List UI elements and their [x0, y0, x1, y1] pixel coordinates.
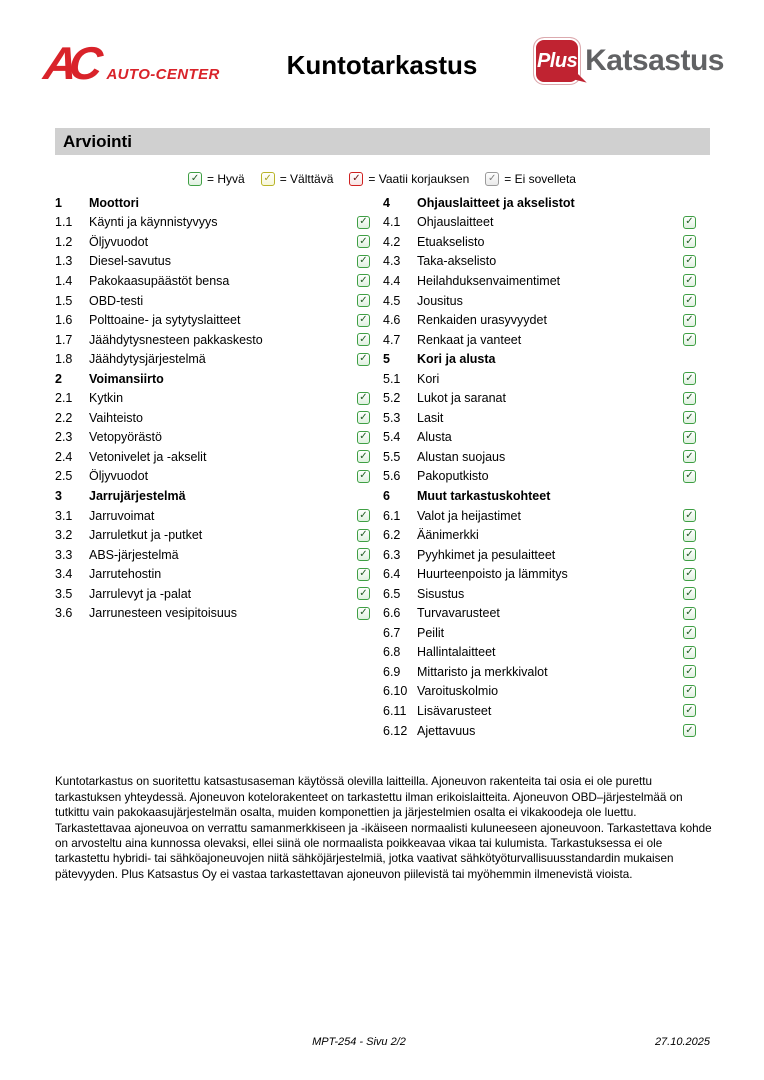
item-label: Pakokaasupäästöt bensa [89, 273, 230, 288]
item-number: 6.9 [383, 664, 401, 679]
status-checkbox-good: ✓ [683, 529, 696, 542]
checklist-row [55, 467, 373, 487]
katsastus-logo-text: Katsastus [585, 44, 724, 77]
checklist-row [383, 388, 710, 408]
item-number: 4.5 [383, 293, 401, 308]
checklist-row [383, 545, 710, 565]
section-header-bar [55, 128, 710, 155]
legend-label: = Ei sovelleta [504, 172, 576, 186]
item-label: Peilit [417, 625, 445, 640]
item-number: 2.3 [55, 430, 73, 445]
item-label: Jäähdytysnesteen pakkaskesto [89, 332, 263, 347]
item-number: 4.3 [383, 254, 401, 269]
item-number: 2.4 [55, 449, 73, 464]
item-label: Renkaat ja vanteet [417, 332, 522, 347]
item-label: Jousitus [417, 293, 463, 308]
item-label: ABS-järjestelmä [89, 547, 179, 562]
item-number: 6.6 [383, 606, 401, 621]
item-label: Pakoputkisto [417, 469, 489, 484]
item-label: Jarrutehostin [89, 567, 162, 582]
checklist-row [55, 252, 373, 272]
section-header-row [55, 369, 373, 389]
item-number: 6.2 [383, 528, 401, 543]
checklist-row [383, 232, 710, 252]
status-checkbox-good: ✓ [357, 314, 370, 327]
checklist-row [383, 291, 710, 311]
checklist-row [55, 564, 373, 584]
item-label: Alustan suojaus [417, 449, 506, 464]
checklist-row [55, 545, 373, 565]
checklist-row [55, 232, 373, 252]
status-checkbox-good: ✓ [683, 411, 696, 424]
auto-center-logo-mark: AC [41, 37, 98, 89]
checklist-row [383, 721, 710, 741]
section-title: Kori ja alusta [417, 352, 496, 367]
item-number: 1.7 [55, 332, 73, 347]
status-checkbox-good: ✓ [357, 411, 370, 424]
item-label: Alusta [417, 430, 452, 445]
item-number: 3.3 [55, 547, 73, 562]
status-checkbox-good: ✓ [683, 665, 696, 678]
item-label: Renkaiden urasyvyydet [417, 313, 547, 328]
item-label: Valot ja heijastimet [417, 508, 521, 523]
item-label: Hallintalaitteet [417, 645, 496, 660]
footer-document-page: MPT-254 - Sivu 2/2 [312, 1036, 406, 1048]
checklist [55, 193, 710, 740]
item-number: 5.5 [383, 449, 401, 464]
checklist-row [383, 408, 710, 428]
status-checkbox-good: ✓ [357, 294, 370, 307]
item-number: 1.6 [55, 313, 73, 328]
status-checkbox-good: ✓ [683, 704, 696, 717]
checklist-row [55, 603, 373, 623]
section-header-row [55, 193, 373, 213]
section-number: 3 [55, 488, 62, 503]
legend-checkbox-good: ✓ [188, 172, 202, 186]
checklist-row [55, 271, 373, 291]
item-number: 3.2 [55, 528, 73, 543]
item-label: Vetopyörästö [89, 430, 162, 445]
status-checkbox-good: ✓ [357, 529, 370, 542]
status-checkbox-good: ✓ [357, 509, 370, 522]
status-checkbox-good: ✓ [357, 548, 370, 561]
item-label: Jarrunesteen vesipitoisuus [89, 606, 237, 621]
item-number: 1.1 [55, 215, 73, 230]
item-number: 2.2 [55, 410, 73, 425]
status-checkbox-good: ✓ [357, 431, 370, 444]
item-number: 4.2 [383, 234, 401, 249]
checklist-column-right [383, 193, 710, 740]
item-number: 6.7 [383, 625, 401, 640]
item-label: Turvavarusteet [417, 606, 500, 621]
item-number: 3.6 [55, 606, 73, 621]
item-label: OBD-testi [89, 293, 144, 308]
section-title: Voimansiirto [89, 371, 164, 386]
status-checkbox-good: ✓ [683, 431, 696, 444]
legend-item [188, 172, 245, 186]
item-label: Taka-akselisto [417, 254, 497, 269]
plus-badge-icon [534, 38, 580, 84]
item-label: Jäähdytysjärjestelmä [89, 352, 206, 367]
item-number: 3.1 [55, 508, 73, 523]
status-checkbox-good: ✓ [357, 607, 370, 620]
status-checkbox-good: ✓ [357, 392, 370, 405]
checklist-row [383, 369, 710, 389]
section-header-title: Arviointi [63, 131, 132, 151]
item-label: Ohjauslaitteet [417, 215, 494, 230]
status-checkbox-good: ✓ [683, 470, 696, 483]
section-header-row [383, 193, 710, 213]
checklist-row [55, 310, 373, 330]
section-number: 2 [55, 371, 62, 386]
section-number: 1 [55, 195, 62, 210]
item-number: 5.2 [383, 391, 401, 406]
status-checkbox-good: ✓ [683, 255, 696, 268]
checklist-row [383, 603, 710, 623]
item-number: 5.3 [383, 410, 401, 425]
item-number: 5.6 [383, 469, 401, 484]
plus-badge-text: Plus [536, 49, 578, 72]
checklist-row [55, 584, 373, 604]
item-number: 4.1 [383, 215, 401, 230]
item-label: Jarrulevyt ja -palat [89, 586, 192, 601]
item-label: Lukot ja saranat [417, 391, 506, 406]
disclaimer-text: Kuntotarkastus on suoritettu katsastusaseman käytössä olevilla laitteilla. Ajoneuvon rakenteita tai osia ei ole purettu tarkastuksen yhteydessä. Ajoneuvon kotelorakenteet on tarkastettu ilman erikoislaitteita. Ajoneuvon OBD–järjestelmää on tutkittu vain pakokaasujärjestelmän osalta, muiden komponettien ja järjestelmien osalta ei vikakoodeja ole luettu. Tarkastettavaa ajoneuvoa on verrattu samanmerkkiseen ja -ikäiseen normaalisti kuluneeseen ajoneuvoon. Tarkastettava kohde on arvosteltu aina kunnossa olevaksi, ellei siinä ole normaalista poikkeavaa vikaa tai kulumista. Tarkastuksessa ei ole tarkastettu hybridi- tai sähköajoneuvojen niitä sähköjärjestelmiä, jotka vaativat sähkötyöturvallisuusstandardin mukaisen pätevyyden. Plus Katsastus Oy ei vastaa tarkastettavan ajoneuvon piilevistä tai myöhemmin ilmenevistä vioista. [55, 775, 712, 881]
status-checkbox-good: ✓ [357, 568, 370, 581]
checklist-row [383, 310, 710, 330]
checklist-row [383, 584, 710, 604]
status-checkbox-good: ✓ [357, 274, 370, 287]
item-number: 6.11 [383, 703, 407, 718]
status-checkbox-good: ✓ [683, 274, 696, 287]
footer-date: 27.10.2025 [654, 1036, 710, 1048]
checklist-row [55, 291, 373, 311]
status-checkbox-good: ✓ [357, 216, 370, 229]
item-number: 6.12 [383, 723, 408, 738]
checklist-row [383, 564, 710, 584]
item-number: 5.1 [383, 371, 401, 386]
legend-item [485, 172, 576, 186]
checklist-row [383, 447, 710, 467]
status-checkbox-good: ✓ [357, 587, 370, 600]
checklist-row [383, 330, 710, 350]
legend-item [261, 172, 334, 186]
item-label: Lisävarusteet [417, 703, 492, 718]
item-number: 2.1 [55, 391, 73, 406]
item-label: Vetonivelet ja -akselit [89, 449, 207, 464]
checklist-row [383, 701, 710, 721]
section-title: Moottori [89, 195, 139, 210]
item-number: 4.6 [383, 313, 401, 328]
item-label: Äänimerkki [417, 528, 479, 543]
checklist-row [383, 662, 710, 682]
page-title: Kuntotarkastus [286, 50, 478, 80]
checklist-row [55, 213, 373, 233]
checklist-row [55, 349, 373, 369]
section-title: Ohjauslaitteet ja akselistot [417, 195, 575, 210]
item-number: 6.1 [383, 508, 401, 523]
legend-checkbox-repair: ✓ [349, 172, 363, 186]
item-number: 6.10 [383, 684, 408, 699]
section-number: 4 [383, 195, 390, 210]
checklist-row [383, 525, 710, 545]
item-label: Käynti ja käynnistyvyys [89, 215, 218, 230]
checklist-row [55, 388, 373, 408]
item-label: Jarruletkut ja -putket [89, 528, 203, 543]
item-label: Heilahduksenvaimentimet [417, 273, 561, 288]
status-checkbox-good: ✓ [683, 314, 696, 327]
status-checkbox-good: ✓ [683, 235, 696, 248]
legend-item [349, 172, 469, 186]
checklist-column-left [55, 193, 373, 740]
checklist-row [55, 525, 373, 545]
status-checkbox-good: ✓ [357, 333, 370, 346]
item-label: Sisustus [417, 586, 465, 601]
checklist-row [55, 428, 373, 448]
item-label: Kori [417, 371, 440, 386]
status-checkbox-good: ✓ [683, 392, 696, 405]
status-checkbox-good: ✓ [683, 509, 696, 522]
section-header-row [383, 349, 710, 369]
section-header-row [55, 486, 373, 506]
status-checkbox-good: ✓ [683, 450, 696, 463]
item-label: Vaihteisto [89, 410, 143, 425]
section-title: Jarrujärjestelmä [89, 488, 186, 503]
checklist-row [383, 623, 710, 643]
status-checkbox-good: ✓ [683, 333, 696, 346]
item-label: Huurteenpoisto ja lämmitys [417, 567, 568, 582]
status-checkbox-good: ✓ [357, 353, 370, 366]
item-number: 5.4 [383, 430, 401, 445]
item-number: 1.5 [55, 293, 73, 308]
legend-label: = Vaatii korjauksen [368, 172, 470, 186]
status-checkbox-good: ✓ [683, 294, 696, 307]
item-label: Kytkin [89, 391, 124, 406]
status-checkbox-good: ✓ [683, 724, 696, 737]
status-checkbox-good: ✓ [683, 587, 696, 600]
item-number: 6.4 [383, 567, 401, 582]
status-checkbox-good: ✓ [683, 607, 696, 620]
status-checkbox-good: ✓ [683, 216, 696, 229]
item-number: 6.8 [383, 645, 401, 660]
item-label: Mittaristo ja merkkivalot [417, 664, 548, 679]
item-number: 1.8 [55, 352, 73, 367]
item-label: Etuakselisto [417, 234, 485, 249]
section-number: 5 [383, 352, 390, 367]
legend-label: = Hyvä [207, 172, 245, 186]
item-label: Ajettavuus [417, 723, 476, 738]
item-label: Jarruvoimat [89, 508, 155, 523]
item-number: 2.5 [55, 469, 73, 484]
page-footer [0, 1036, 764, 1050]
item-label: Pyyhkimet ja pesulaitteet [417, 547, 556, 562]
item-number: 4.4 [383, 273, 401, 288]
auto-center-logo-text: AUTO-CENTER [106, 66, 220, 83]
item-number: 1.3 [55, 254, 73, 269]
legend-checkbox-fair: ✓ [261, 172, 275, 186]
item-label: Öljyvuodot [89, 469, 149, 484]
status-checkbox-good: ✓ [683, 685, 696, 698]
item-number: 1.2 [55, 234, 73, 249]
checklist-row [383, 682, 710, 702]
status-checkbox-good: ✓ [683, 568, 696, 581]
section-title: Muut tarkastuskohteet [417, 488, 551, 503]
status-checkbox-good: ✓ [683, 626, 696, 639]
legend-label: = Välttävä [279, 172, 334, 186]
status-checkbox-good: ✓ [683, 548, 696, 561]
item-number: 6.5 [383, 586, 401, 601]
status-checkbox-good: ✓ [357, 470, 370, 483]
checklist-row [383, 271, 710, 291]
checklist-row [383, 643, 710, 663]
section-header-row [383, 486, 710, 506]
legend-checkbox-na: ✓ [485, 172, 499, 186]
item-label: Polttoaine- ja sytytyslaitteet [89, 313, 241, 328]
item-number: 4.7 [383, 332, 401, 347]
legend [0, 172, 764, 186]
status-checkbox-good: ✓ [683, 646, 696, 659]
item-label: Varoituskolmio [417, 684, 499, 699]
checklist-row [383, 213, 710, 233]
item-number: 3.4 [55, 567, 73, 582]
item-label: Öljyvuodot [89, 234, 149, 249]
checklist-row [55, 330, 373, 350]
item-label: Lasit [417, 410, 444, 425]
item-label: Diesel-savutus [89, 254, 171, 269]
status-checkbox-good: ✓ [357, 255, 370, 268]
item-number: 3.5 [55, 586, 73, 601]
checklist-row [383, 467, 710, 487]
status-checkbox-good: ✓ [357, 450, 370, 463]
checklist-row [383, 428, 710, 448]
plus-katsastus-logo [534, 38, 724, 84]
checklist-row [55, 506, 373, 526]
status-checkbox-good: ✓ [357, 235, 370, 248]
section-number: 6 [383, 488, 390, 503]
item-number: 1.4 [55, 273, 73, 288]
checklist-row [55, 447, 373, 467]
status-checkbox-good: ✓ [683, 372, 696, 385]
report-header [0, 0, 764, 110]
item-number: 6.3 [383, 547, 401, 562]
checklist-row [383, 252, 710, 272]
checklist-row [55, 408, 373, 428]
checklist-row [383, 506, 710, 526]
